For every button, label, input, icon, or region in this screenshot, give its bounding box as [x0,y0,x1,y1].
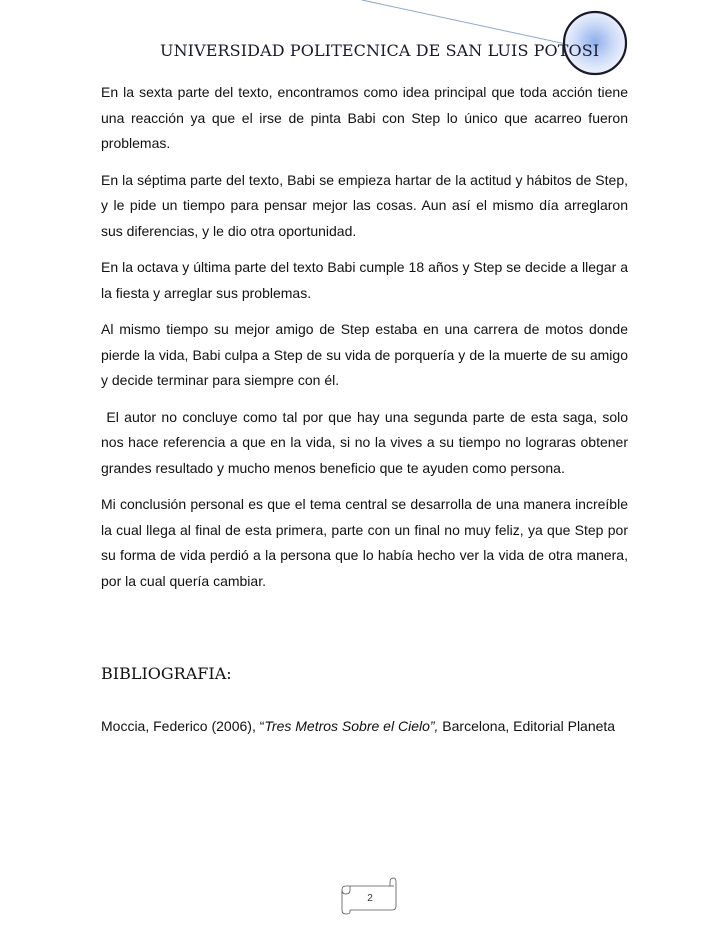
paragraph-4: Al mismo tiempo su mejor amigo de Step estaba en una carrera de motos donde pierde la vida, Babi culpa a Step de su vida de porquería y de la muerte de su amigo y decide terminar para siempre con él. [101,321,628,388]
paragraph-2: En la séptima parte del texto, Babi se empieza hartar de la actitud y hábitos de Step, y le pide un tiempo para pensar mejor las cosas. Aun así el mismo día arreglaron sus diferencias, y le dio otra oportunidad. [101,171,628,239]
paragraph-5: El autor no concluye como tal por que hay una segunda parte de esta saga, solo nos hace referencia a que en la vida, si no la vives a su tiempo no lograras obtener grandes resultado y mucho menos beneficio que te ayuden como persona. [101,408,632,476]
bibliography-author-year: Moccia, Federico (2006), “ [101,718,265,734]
bibliography-heading: BIBLIOGRAFIA: [101,664,232,683]
bibliography-publisher: Barcelona, Editorial Planeta [438,718,616,734]
page-header-title: UNIVERSIDAD POLITECNICA DE SAN LUIS POTOSI [160,41,600,60]
page-number: 2 [367,893,373,904]
paragraph-6: Mi conclusión personal es que el tema central se desarrolla de una manera increíble la cual llega al final de esta primera, parte con un final no muy feliz, ya que Step por su forma de vida perdió a la persona que lo había hecho ver la vida de otra manera, por la cual quería cambiar. [101,496,628,589]
body-text [101,80,632,605]
paragraph-3: En la octava y última parte del texto Babi cumple 18 años y Step se decide a llegar a la fiesta y arreglar sus problemas. [101,259,628,301]
bibliography-book-title: Tres Metros Sobre el Cielo”, [264,718,439,734]
bibliography-entry [101,718,641,734]
paragraph-1: En la sexta parte del texto, encontramos como idea principal que toda acción tiene una reacción ya que el irse de pinta Babi con Step lo único que acarreo fueron problemas. [101,84,628,151]
